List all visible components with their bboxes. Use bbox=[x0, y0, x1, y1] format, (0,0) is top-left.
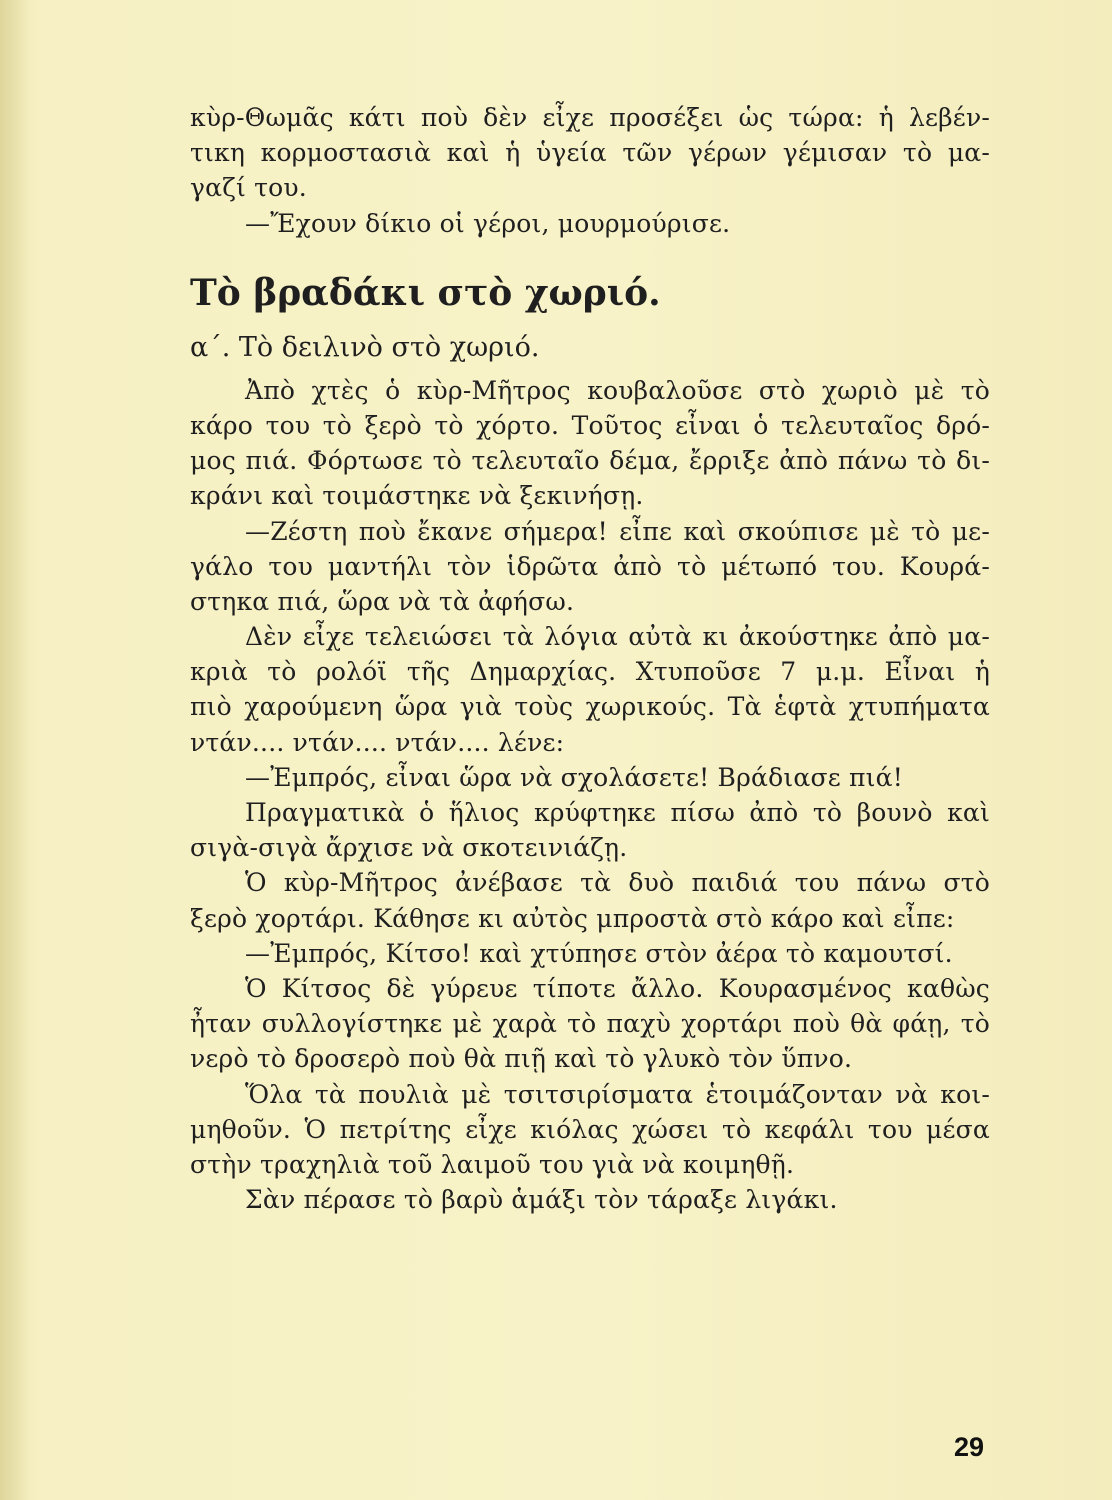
section-subheading: α΄. Τὸ δειλινὸ στὸ χωριό. bbox=[190, 331, 540, 363]
text-line: γαζί του. bbox=[190, 173, 307, 203]
text-block bbox=[190, 100, 990, 1217]
text-line: ἦταν συλλογίστηκε μὲ χαρὰ τὸ παχὺ χορτάρι ποὺ θὰ φάῃ, τὸ bbox=[190, 1009, 990, 1039]
text-line: Ὅλα τὰ πουλιὰ μὲ τσιτσιρίσματα ἑτοιμάζονταν νὰ κοι- bbox=[245, 1079, 990, 1109]
text-line: —Ἐμπρός, Κίτσο! καὶ χτύπησε στὸν ἀέρα τὸ καμουτσί. bbox=[245, 938, 953, 968]
text-line: Σὰν πέρασε τὸ βαρὺ ἁμάξι τὸν τάραξε λιγάκι. bbox=[245, 1185, 838, 1215]
text-line: Ἀπὸ χτὲς ὁ κὺρ-Μῆτρος κουβαλοῦσε στὸ χωριὸ μὲ τὸ bbox=[245, 375, 990, 405]
binding-shadow bbox=[0, 0, 30, 1500]
section-heading: Τὸ βραδάκι στὸ χωριό. bbox=[190, 271, 661, 314]
text-line: Πραγματικὰ ὁ ἥλιος κρύφτηκε πίσω ἀπὸ τὸ βουνὸ καὶ bbox=[245, 798, 990, 827]
quote-line: —Ἔχουν δίκιο οἱ γέροι, μουρμούρισε. bbox=[245, 208, 731, 238]
text-line: στὴν τραχηλιὰ τοῦ λαιμοῦ του γιὰ νὰ κοιμηθῇ. bbox=[190, 1149, 795, 1179]
text-line: μηθοῦν. Ὁ πετρίτης εἶχε κιόλας χώσει τὸ κεφάλι του μέσα bbox=[190, 1114, 990, 1144]
text-line: Ὁ κὺρ-Μῆτρος ἀνέβασε τὰ δυὸ παιδιά του πάνω στὸ bbox=[245, 868, 990, 898]
text-line: στηκα πιά, ὥρα νὰ τὰ ἀφήσω. bbox=[190, 586, 575, 616]
page-number: 29 bbox=[954, 1432, 985, 1462]
text-line: σιγὰ-σιγὰ ἄρχισε νὰ σκοτεινιάζῃ. bbox=[190, 833, 628, 863]
text-line: ξερὸ χορτάρι. Κάθησε κι αὐτὸς μπροστὰ στὸ κάρο καὶ εἶπε: bbox=[190, 903, 955, 933]
text-line: —Ζέστη ποὺ ἔκανε σήμερα! εἶπε καὶ σκούπισε μὲ τὸ με- bbox=[245, 516, 990, 546]
text-line: κριὰ τὸ ρολόϊ τῆς Δημαρχίας. Χτυποῦσε 7 μ.μ. Εἶναι ἡ bbox=[190, 657, 990, 687]
text-line: ντάν.... ντάν.... ντάν.... λένε: bbox=[190, 727, 565, 757]
text-line: κάρο του τὸ ξερὸ τὸ χόρτο. Τοῦτος εἶναι ὁ τελευταῖος δρό- bbox=[190, 410, 990, 440]
text-line: Δὲν εἶχε τελειώσει τὰ λόγια αὐτὰ κι ἀκούστηκε ἀπὸ μα- bbox=[245, 622, 990, 652]
text-line: τικη κορμοστασιὰ καὶ ἡ ὑγεία τῶν γέρων γέμισαν τὸ μα- bbox=[190, 138, 990, 168]
text-line: κὺρ-Θωμᾶς κάτι ποὺ δὲν εἶχε προσέξει ὡς τώρα: ἡ λεβέν- bbox=[190, 103, 990, 132]
text-line: κράνι καὶ τοιμάστηκε νὰ ξεκινήσῃ. bbox=[190, 481, 644, 511]
text-line: νερὸ τὸ δροσερὸ ποὺ θὰ πιῇ καὶ τὸ γλυκὸ τὸν ὕπνο. bbox=[190, 1044, 853, 1074]
text-line: —Ἐμπρός, εἶναι ὥρα νὰ σχολάσετε! Βράδιασε πιά! bbox=[245, 762, 903, 792]
text-line: γάλο του μαντήλι τὸν ἱδρῶτα ἀπὸ τὸ μέτωπό του. Κουρά- bbox=[190, 551, 990, 581]
text-line: μος πιά. Φόρτωσε τὸ τελευταῖο δέμα, ἔρριξε ἀπὸ πάνω τὸ δι- bbox=[190, 446, 990, 476]
text-line: πιὸ χαρούμενη ὥρα γιὰ τοὺς χωρικούς. Τὰ ἑφτὰ χτυπήματα bbox=[190, 692, 990, 722]
text-line: Ὁ Κίτσος δὲ γύρευε τίποτε ἄλλο. Κουρασμένος καθὼς bbox=[245, 973, 990, 1003]
